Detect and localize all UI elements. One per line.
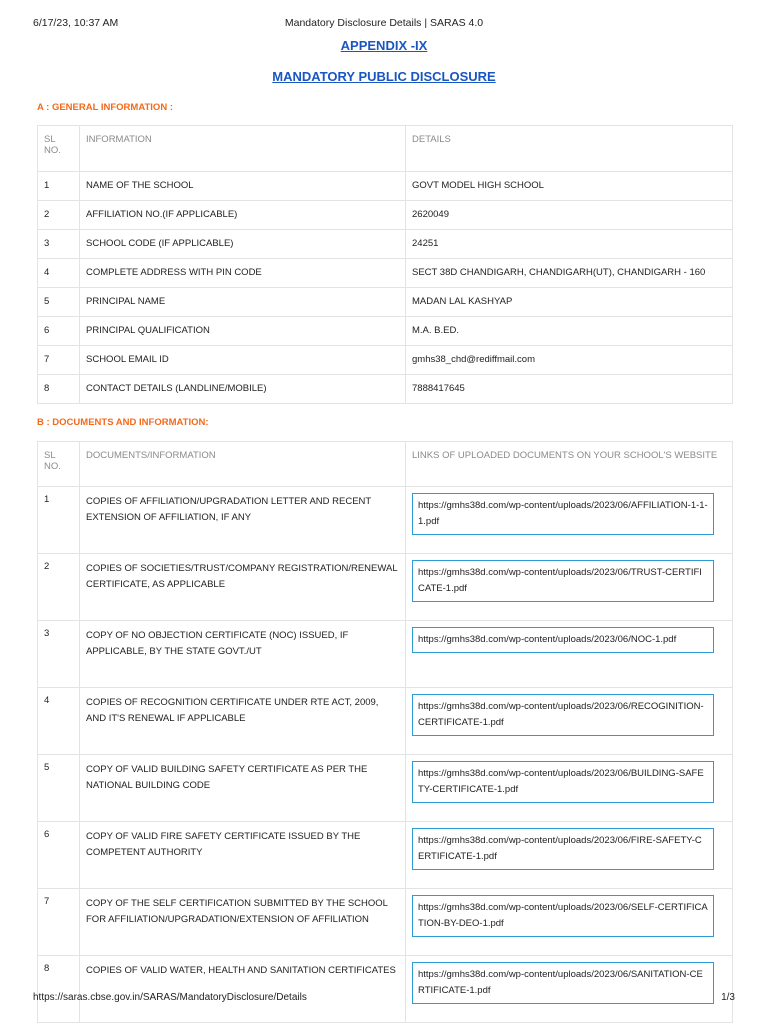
document-label: COPIES OF AFFILIATION/UPGRADATION LETTER AND RECENT EXTENSION OF AFFILIATION, IF ANY xyxy=(86,496,372,523)
cell-link xyxy=(406,956,733,1023)
document-link-field[interactable]: https://gmhs38d.com/wp-content/uploads/2023/06/RECOGINITION-CERTIFICATE-1.pdf xyxy=(412,694,714,736)
document-label: COPY OF VALID BUILDING SAFETY CERTIFICATE AS PER THE NATIONAL BUILDING CODE xyxy=(86,764,368,791)
cell-link xyxy=(406,688,733,755)
cell-link xyxy=(406,621,733,688)
document-link-field[interactable]: https://gmhs38d.com/wp-content/uploads/2023/06/FIRE-SAFETY-CERTIFICATE-1.pdf xyxy=(412,828,714,870)
print-datetime: 6/17/23, 10:37 AM xyxy=(33,17,119,29)
appendix-title: APPENDIX -IX xyxy=(340,38,428,53)
cell-document xyxy=(80,554,406,621)
document-label: COPY OF THE SELF CERTIFICATION SUBMITTED BY THE SCHOOL FOR AFFILIATION/UPGRADATION/EXTENSION OF AFFILIATION xyxy=(86,898,388,925)
cell-details: MADAN LAL KASHYAP xyxy=(406,288,733,317)
column-header-details: DETAILS xyxy=(406,126,733,172)
cell-link xyxy=(406,889,733,956)
cell-sl: 2 xyxy=(38,554,80,621)
table-row xyxy=(38,230,733,259)
cell-sl: 1 xyxy=(38,487,80,554)
print-header xyxy=(33,17,735,33)
document-link-field[interactable]: https://gmhs38d.com/wp-content/uploads/2023/06/AFFILIATION-1-1-1.pdf xyxy=(412,493,714,535)
section-b-title: B : DOCUMENTS AND INFORMATION: xyxy=(37,417,209,428)
document-link-field[interactable]: https://gmhs38d.com/wp-content/uploads/2023/06/SELF-CERTIFICATION-BY-DEO-1.pdf xyxy=(412,895,714,937)
column-header-information: INFORMATION xyxy=(80,126,406,172)
cell-sl: 3 xyxy=(38,621,80,688)
cell-information: CONTACT DETAILS (LANDLINE/MOBILE) xyxy=(80,375,406,404)
cell-document xyxy=(80,621,406,688)
table-row xyxy=(38,889,733,956)
cell-document xyxy=(80,889,406,956)
cell-details: 24251 xyxy=(406,230,733,259)
cell-sl: 7 xyxy=(38,889,80,956)
cell-details: M.A. B.ED. xyxy=(406,317,733,346)
cell-link xyxy=(406,755,733,822)
cell-details: SECT 38D CHANDIGARH, CHANDIGARH(UT), CHANDIGARH - 160 xyxy=(406,259,733,288)
cell-information: SCHOOL CODE (IF APPLICABLE) xyxy=(80,230,406,259)
cell-sl: 6 xyxy=(38,317,80,346)
documents-table xyxy=(37,441,733,1023)
cell-information: COMPLETE ADDRESS WITH PIN CODE xyxy=(80,259,406,288)
cell-sl: 1 xyxy=(38,172,80,201)
disclosure-title: MANDATORY PUBLIC DISCLOSURE xyxy=(272,69,496,84)
document-label: COPIES OF SOCIETIES/TRUST/COMPANY REGISTRATION/RENEWAL CERTIFICATE, AS APPLICABLE xyxy=(86,563,398,590)
cell-sl: 8 xyxy=(38,956,80,1023)
document-label: COPY OF NO OBJECTION CERTIFICATE (NOC) ISSUED, IF APPLICABLE, BY THE STATE GOVT./UT xyxy=(86,630,349,657)
table-row xyxy=(38,621,733,688)
column-header-sl: SL NO. xyxy=(38,126,80,172)
cell-document xyxy=(80,755,406,822)
cell-document xyxy=(80,487,406,554)
cell-details: 2620049 xyxy=(406,201,733,230)
cell-sl: 2 xyxy=(38,201,80,230)
document-link-field[interactable]: https://gmhs38d.com/wp-content/uploads/2023/06/NOC-1.pdf xyxy=(412,627,714,653)
general-information-rows xyxy=(38,172,733,404)
table-row xyxy=(38,755,733,822)
column-header-documents: DOCUMENTS/INFORMATION xyxy=(80,442,406,487)
document-label: COPY OF VALID FIRE SAFETY CERTIFICATE ISSUED BY THE COMPETENT AUTHORITY xyxy=(86,831,361,858)
cell-document xyxy=(80,956,406,1023)
document-label: COPIES OF RECOGNITION CERTIFICATE UNDER RTE ACT, 2009, AND IT'S RENEWAL IF APPLICABLE xyxy=(86,697,379,724)
table-row xyxy=(38,822,733,889)
table-row xyxy=(38,201,733,230)
cell-information: PRINCIPAL QUALIFICATION xyxy=(80,317,406,346)
section-a-title: A : GENERAL INFORMATION : xyxy=(37,102,173,113)
column-header-sl: SL NO. xyxy=(38,442,80,487)
cell-information: PRINCIPAL NAME xyxy=(80,288,406,317)
cell-details: gmhs38_chd@rediffmail.com xyxy=(406,346,733,375)
page-number: 1/3 xyxy=(721,992,735,1003)
table-row xyxy=(38,172,733,201)
general-information-table xyxy=(37,125,733,404)
cell-sl: 6 xyxy=(38,822,80,889)
cell-link xyxy=(406,822,733,889)
table-header-row xyxy=(38,126,733,172)
cell-link xyxy=(406,554,733,621)
table-row xyxy=(38,375,733,404)
cell-sl: 5 xyxy=(38,288,80,317)
cell-sl: 7 xyxy=(38,346,80,375)
cell-details: GOVT MODEL HIGH SCHOOL xyxy=(406,172,733,201)
cell-information: NAME OF THE SCHOOL xyxy=(80,172,406,201)
cell-link xyxy=(406,487,733,554)
table-row xyxy=(38,317,733,346)
cell-document xyxy=(80,688,406,755)
cell-information: AFFILIATION NO.(IF APPLICABLE) xyxy=(80,201,406,230)
table-row xyxy=(38,259,733,288)
print-page-title: Mandatory Disclosure Details | SARAS 4.0 xyxy=(284,17,484,29)
cell-sl: 5 xyxy=(38,755,80,822)
document-link-field[interactable]: https://gmhs38d.com/wp-content/uploads/2023/06/TRUST-CERTIFICATE-1.pdf xyxy=(412,560,714,602)
cell-document xyxy=(80,822,406,889)
table-row xyxy=(38,288,733,317)
cell-sl: 4 xyxy=(38,688,80,755)
documents-rows xyxy=(38,487,733,1023)
document-link-field[interactable]: https://gmhs38d.com/wp-content/uploads/2023/06/SANITATION-CERTIFICATE-1.pdf xyxy=(412,962,714,1004)
cell-sl: 4 xyxy=(38,259,80,288)
cell-information: SCHOOL EMAIL ID xyxy=(80,346,406,375)
document-label: COPIES OF VALID WATER, HEALTH AND SANITATION CERTIFICATES xyxy=(86,965,396,976)
table-row xyxy=(38,346,733,375)
document-link-field[interactable]: https://gmhs38d.com/wp-content/uploads/2023/06/BUILDING-SAFETY-CERTIFICATE-1.pdf xyxy=(412,761,714,803)
cell-sl: 3 xyxy=(38,230,80,259)
cell-sl: 8 xyxy=(38,375,80,404)
table-row xyxy=(38,487,733,554)
column-header-links: LINKS OF UPLOADED DOCUMENTS ON YOUR SCHOOL'S WEBSITE xyxy=(406,442,733,487)
table-row xyxy=(38,956,733,1023)
table-row xyxy=(38,688,733,755)
print-url: https://saras.cbse.gov.in/SARAS/MandatoryDisclosure/Details xyxy=(33,992,307,1003)
table-header-row xyxy=(38,442,733,487)
cell-details: 7888417645 xyxy=(406,375,733,404)
table-row xyxy=(38,554,733,621)
